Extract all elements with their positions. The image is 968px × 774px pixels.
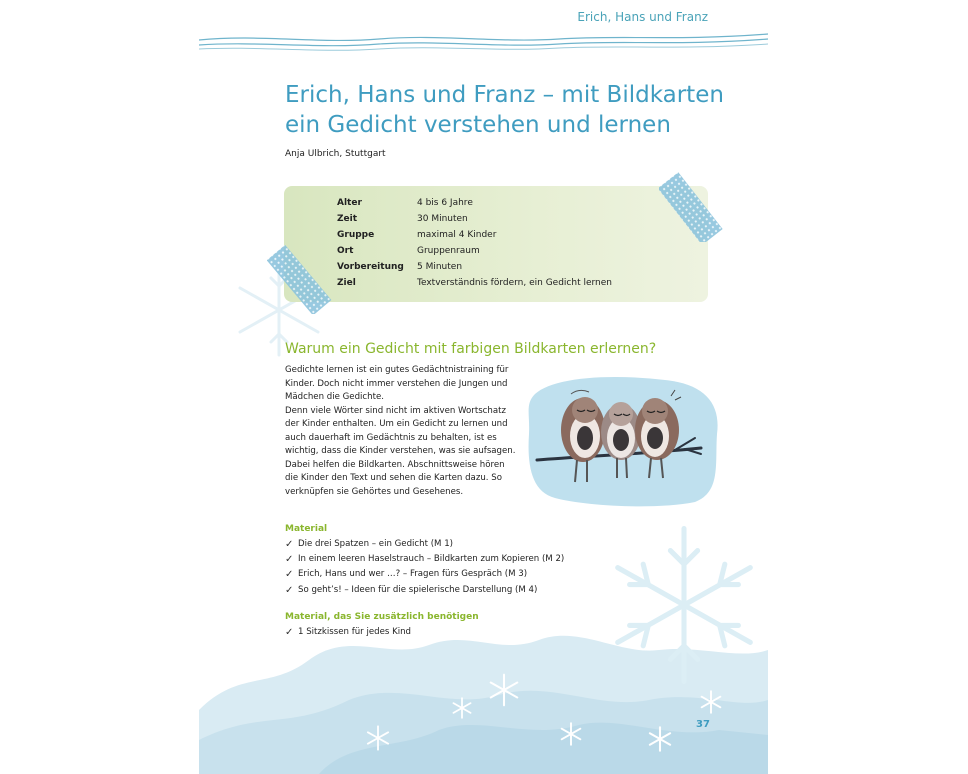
header-wave-lines (199, 28, 768, 58)
document-page (199, 0, 768, 774)
tape-decoration (267, 244, 337, 314)
three-sparrows-illustration (525, 374, 721, 508)
text-line: wichtig, dass die Kinder verstehen, was sie aufsagen. (285, 446, 516, 456)
list-item-text: Erich, Hans und wer …? – Fragen fürs Gespräch (M 3) (298, 569, 528, 580)
text-line: Dabei helfen die Bildkarten. Abschnittsweise hören (285, 459, 505, 470)
list-item-text: In einem leeren Haselstrauch – Bildkarten zum Kopieren (M 2) (298, 554, 565, 565)
text-line: Kinder. Doch nicht immer verstehen die Jungen und (285, 378, 508, 389)
page-title (285, 80, 725, 140)
info-key: Alter (337, 198, 362, 208)
body-text (285, 364, 517, 499)
list-item (285, 552, 564, 567)
check-icon: ✓ (285, 569, 294, 581)
info-key: Vorbereitung (337, 262, 404, 272)
snowflake-icon (487, 673, 521, 707)
list-item-text: So geht’s! – Ideen für die spielerische Darstellung (M 4) (298, 584, 538, 595)
check-icon: ✓ (285, 627, 294, 638)
list-item (285, 567, 564, 582)
text-line: der Kinder enthalten. Um ein Gedicht zu lernen und (285, 419, 508, 429)
text-line: verknüpfen sie Gehörtes und Gesehenes. (285, 486, 464, 497)
check-icon: ✓ (285, 584, 294, 596)
text-line: auch dauerhaft im Gedächtnis zu behalten, ist es (285, 432, 497, 443)
info-box (284, 186, 708, 302)
info-key: Zeit (337, 214, 358, 224)
info-value: Gruppenraum (417, 246, 480, 256)
snowflake-icon (699, 690, 723, 714)
extra-material-list (285, 625, 411, 640)
list-item-text: 1 Sitzkissen für jedes Kind (298, 627, 411, 637)
snowflake-icon (647, 726, 673, 752)
section-heading: Warum ein Gedicht mit farbigen Bildkarten erlernen? (285, 341, 657, 357)
check-icon: ✓ (285, 539, 294, 550)
info-value: 4 bis 6 Jahre (417, 198, 473, 208)
paragraph (285, 405, 517, 500)
text-line: Denn viele Wörter sind nicht im aktiven Wortschatz (285, 405, 506, 416)
info-value: 5 Minuten (417, 262, 463, 272)
info-key: Ziel (337, 278, 356, 288)
list-item (285, 583, 564, 598)
snowflake-icon (599, 520, 768, 690)
info-key: Ort (337, 246, 354, 256)
material-heading: Material (285, 524, 328, 534)
title-line-2: ein Gedicht verstehen und lernen (285, 112, 671, 138)
snowflake-icon (559, 722, 583, 746)
page-number: 37 (696, 719, 710, 730)
snowflake-icon (451, 697, 473, 719)
info-value: 30 Minuten (417, 214, 468, 224)
check-icon: ✓ (285, 554, 294, 566)
list-item (285, 625, 411, 640)
author-line: Anja Ulbrich, Stuttgart (285, 149, 386, 159)
text-line: die Kinder den Text und sehen die Karten dazu. So (285, 473, 502, 483)
text-line: Mädchen die Gedichte. (285, 392, 384, 402)
extra-material-heading: Material, das Sie zusätzlich benötigen (285, 612, 479, 622)
text-line: Gedichte lernen ist ein gutes Gedächtnistraining für (285, 365, 509, 375)
snowflake-icon (365, 725, 391, 751)
title-line-1: Erich, Hans und Franz – mit Bildkarten (285, 82, 724, 108)
list-item-text: Die drei Spatzen – ein Gedicht (M 1) (298, 539, 454, 549)
running-header: Erich, Hans und Franz (577, 10, 708, 24)
list-item (285, 537, 564, 552)
info-value: Textverständnis fördern, ein Gedicht lernen (417, 278, 612, 288)
info-value: maximal 4 Kinder (417, 230, 497, 240)
info-key: Gruppe (337, 230, 375, 240)
tape-decoration (659, 172, 729, 242)
material-list (285, 537, 564, 598)
paragraph (285, 364, 517, 405)
